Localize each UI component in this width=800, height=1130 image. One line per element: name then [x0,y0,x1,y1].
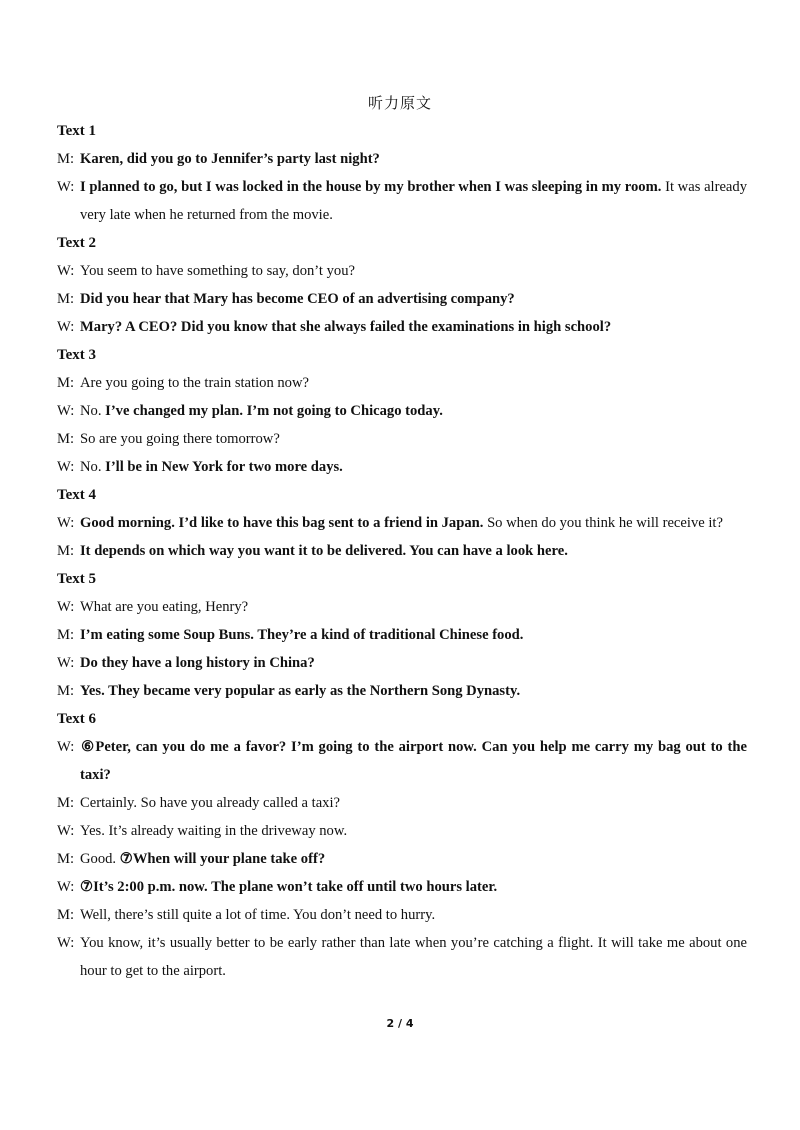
dialogue-text: Are you going to the train station now? [80,375,309,391]
speaker-label: W: [57,179,75,195]
speaker-label: M: [57,907,75,923]
dialogue-line [57,285,747,313]
dialogue-line [57,397,747,425]
speaker-label: W: [57,515,75,531]
speaker-label: M: [57,683,75,699]
dialogue-text: No. [80,403,106,419]
section-heading: Text 2 [57,235,97,251]
dialogue-text: So when do you think he will receive it? [483,515,723,531]
dialogue-line [57,873,747,901]
speaker-label: M: [57,543,75,559]
dialogue-line [57,677,747,705]
speaker-label: M: [57,795,75,811]
speaker-label: W: [57,599,75,615]
speaker-label: W: [57,263,75,279]
dialogue-line [57,649,747,677]
speaker-label: M: [57,627,75,643]
speaker-label: W: [57,655,75,671]
speaker-label: W: [57,879,75,895]
dialogue-text: It was already very late when he returned from the movie. [80,179,748,223]
dialogue-line [57,509,747,537]
answer-text: ⑥Peter, can you do me a favor? I’m going to the airport now. Can you help me carry my bag out to the taxi? [80,739,747,783]
answer-text: It depends on which way you want it to be delivered. You can have a look here. [80,543,568,559]
transcript-body [57,117,747,985]
dialogue-line [57,145,747,173]
dialogue-text: Good. [80,851,120,867]
dialogue-text: You know, it’s usually better to be early rather than late when you’re catching a flight. It will take me about one hour to get to the airport. [80,935,747,979]
dialogue-line [57,901,747,929]
answer-text: ⑦When will your plane take off? [119,851,326,867]
answer-text: Did you hear that Mary has become CEO of an advertising company? [80,291,515,307]
dialogue-text: What are you eating, Henry? [80,599,249,615]
answer-text: Yes. They became very popular as early as the Northern Song Dynasty. [80,683,521,699]
dialogue-text: No. [80,459,106,475]
dialogue-line [57,845,747,873]
page-title: 听力原文 [367,94,432,112]
speaker-label: W: [57,319,75,335]
answer-text: I’ll be in New York for two more days. [105,459,343,475]
dialogue-text: Certainly. So have you already called a taxi? [80,795,341,811]
dialogue-text: So are you going there tomorrow? [80,431,280,447]
section-heading: Text 1 [57,123,97,139]
dialogue-line [57,733,747,789]
dialogue-line [57,593,747,621]
answer-text: ⑦It’s 2:00 p.m. now. The plane won’t take off until two hours later. [80,879,498,895]
speaker-label: M: [57,151,75,167]
dialogue-line [57,173,747,229]
dialogue-text: Yes. It’s already waiting in the driveway now. [80,823,348,839]
speaker-label: W: [57,823,75,839]
dialogue-line [57,817,747,845]
speaker-label: W: [57,739,75,755]
dialogue-line [57,369,747,397]
speaker-label: M: [57,375,75,391]
dialogue-line [57,789,747,817]
speaker-label: M: [57,291,75,307]
dialogue-line [57,257,747,285]
section-heading: Text 4 [57,487,97,503]
dialogue-text: You seem to have something to say, don’t you? [80,263,355,279]
speaker-label: W: [57,403,75,419]
dialogue-text: Well, there’s still quite a lot of time. You don’t need to hurry. [80,907,436,923]
section-heading: Text 6 [57,711,97,727]
answer-text: I’ve changed my plan. I’m not going to Chicago today. [105,403,443,419]
answer-text: Good morning. I’d like to have this bag sent to a friend in Japan. [80,515,484,531]
dialogue-line [57,313,747,341]
dialogue-line [57,425,747,453]
section-heading: Text 5 [57,571,97,587]
dialogue-line [57,453,747,481]
answer-text: I’m eating some Soup Buns. They’re a kind of traditional Chinese food. [80,627,524,643]
speaker-label: W: [57,935,75,951]
page-number: 2 / 4 [386,1017,414,1030]
answer-text: I planned to go, but I was locked in the house by my brother when I was sleeping in my room. [80,179,662,195]
dialogue-line [57,537,747,565]
answer-text: Do they have a long history in China? [80,655,315,671]
answer-text: Karen, did you go to Jennifer’s party last night? [80,151,380,167]
speaker-label: W: [57,459,75,475]
dialogue-line [57,621,747,649]
answer-text: Mary? A CEO? Did you know that she always failed the examinations in high school? [80,319,612,335]
dialogue-line [57,929,747,985]
speaker-label: M: [57,851,75,867]
section-heading: Text 3 [57,347,97,363]
speaker-label: M: [57,431,75,447]
